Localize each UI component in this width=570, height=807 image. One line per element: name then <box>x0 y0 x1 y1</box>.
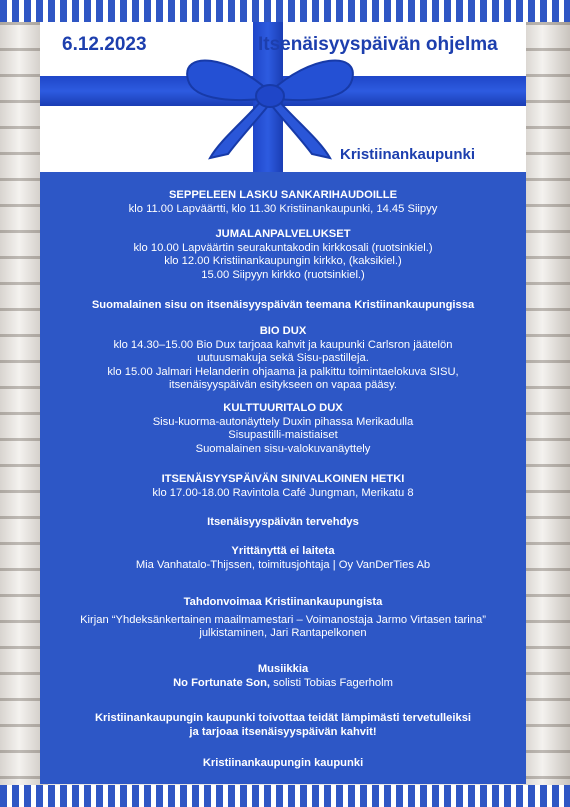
music-heading: Musiikkia <box>257 663 309 675</box>
kulttuuri-section <box>40 402 526 456</box>
hetki-section <box>40 473 526 500</box>
biodux-heading: BIO DUX <box>259 325 307 337</box>
biodux-section <box>40 325 526 393</box>
wreath-heading: SEPPELEEN LASKU SANKARIHAUDOILLE <box>168 189 398 201</box>
welcome-section <box>40 712 526 739</box>
top-stripe-border <box>0 0 570 22</box>
birch-bark-right <box>524 22 570 785</box>
city-name: Kristiinankaupunki <box>340 146 476 163</box>
hetki-line: klo 17.00-18.00 Ravintola Café Jungman, Merikatu 8 <box>152 486 414 499</box>
signature: Kristiinankaupungin kaupunki <box>202 757 364 769</box>
welcome-line: ja tarjoaa itsenäisyyspäivän kahvit! <box>189 725 377 738</box>
music-line <box>40 677 526 691</box>
bow-icon <box>150 50 390 160</box>
bottom-stripe-border <box>0 785 570 807</box>
biodux-line: klo 15.00 Jalmari Helanderin ohjaama ja palkittu toimintaelokuva SISU, <box>107 365 459 378</box>
greetings-heading: Itsenäisyyspäivän tervehdys <box>207 516 359 528</box>
hetki-heading: ITSENÄISYYSPÄIVÄN SINIVALKOINEN HETKI <box>161 473 405 485</box>
services-line: klo 10.00 Lapväärtin seurakuntakodin kirkkosali (ruotsinkiel.) <box>133 241 433 254</box>
music-song: No Fortunate Son, <box>173 676 271 689</box>
tahdon-line: Kirjan “Yhdeksänkertainen maailmamestari – Voimanostaja Jarmo Virtasen tarina” <box>80 613 486 626</box>
kulttuuri-line: Sisupastilli-maistiaiset <box>228 429 338 442</box>
music-soloist: solisti Tobias Fagerholm <box>270 676 393 689</box>
theme-line: Suomalainen sisu on itsenäisyyspäivän teemana Kristiinankaupungissa <box>91 299 475 311</box>
biodux-line: itsenäisyyspäivän esitykseen on vapaa pääsy. <box>168 379 398 392</box>
tahdon-section <box>40 596 526 641</box>
wreath-section <box>40 189 526 216</box>
kulttuuri-line: Sisu-kuorma-autonäyttely Duxin pihassa Merikadulla <box>152 415 414 428</box>
kulttuuri-line: Suomalainen sisu-valokuvanäyttely <box>195 442 371 455</box>
yritt-section <box>40 545 526 572</box>
music-section <box>40 663 526 690</box>
yritt-heading: Yrittänyttä ei laiteta <box>231 545 335 557</box>
yritt-line: Mia Vanhatalo-Thijssen, toimitusjohtaja | Oy VanDerTies Ab <box>135 558 431 571</box>
tahdon-line: julkistaminen, Jari Rantapelkonen <box>199 627 367 640</box>
services-heading: JUMALANPALVELUKSET <box>215 228 351 240</box>
services-line: 15.00 Siipyyn kirkko (ruotsinkiel.) <box>201 268 365 281</box>
biodux-line: uutuusmakuja sekä Sisu-pastilleja. <box>197 352 369 365</box>
program-title: Itsenäisyyspäivän ohjelma <box>258 34 498 55</box>
tahdon-heading: Tahdonvoimaa Kristiinankaupungista <box>183 596 383 608</box>
event-date: 6.12.2023 <box>62 34 147 55</box>
welcome-line: Kristiinankaupungin kaupunki toivottaa teidät lämpimästi tervetulleiksi <box>94 712 472 724</box>
program-panel <box>40 172 526 784</box>
services-section <box>40 228 526 282</box>
biodux-line: klo 14.30–15.00 Bio Dux tarjoaa kahvit ja kaupunki Carlsron jäätelön <box>113 338 453 351</box>
kulttuuri-heading: KULTTUURITALO DUX <box>223 402 343 414</box>
services-line: klo 12.00 Kristiinankaupungin kirkko, (kaksikiel.) <box>164 255 402 268</box>
wreath-line: klo 11.00 Lapväärtti, klo 11.30 Kristiinankaupunki, 14.45 Siipyy <box>128 202 438 215</box>
